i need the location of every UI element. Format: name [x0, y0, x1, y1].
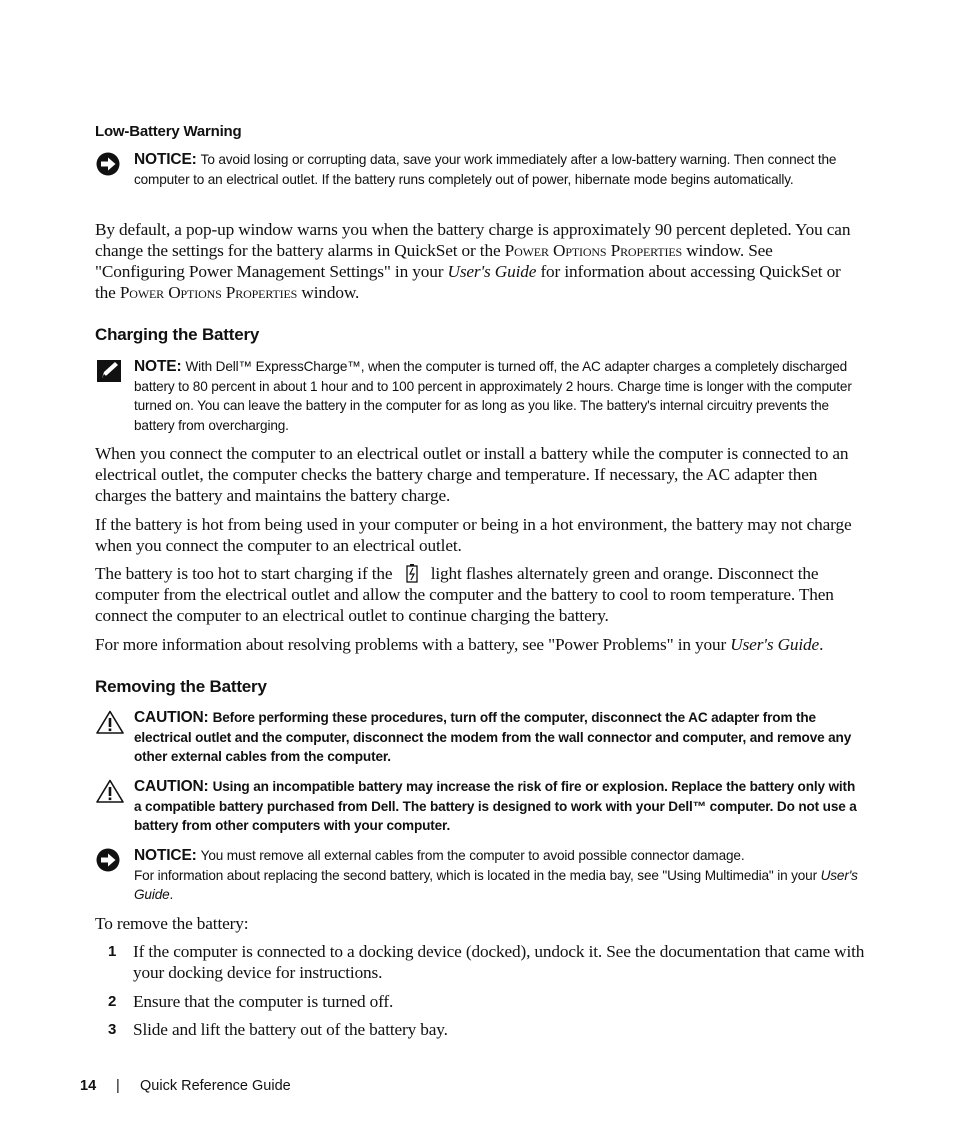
book-title: User's Guide	[447, 262, 537, 281]
notice-cables	[96, 846, 866, 905]
text-run: The battery is too hot to start charging if the	[95, 564, 393, 583]
step-2	[95, 991, 865, 1012]
caution-triangle-icon	[96, 710, 124, 734]
footer-separator: |	[116, 1078, 120, 1094]
caution-triangle-icon	[96, 779, 124, 803]
text-run: for information about accessing QuickSet or the	[95, 262, 841, 302]
notice-arrow-icon	[96, 848, 124, 872]
notice-arrow-icon	[96, 152, 124, 176]
ui-term: Power Options Properties	[119, 283, 298, 302]
text-run: By default, a pop-up window warns you when the battery charge is approximately 90 percent depleted. You can change the settings for the battery alarms in QuickSet or the	[95, 220, 851, 260]
caution-label: CAUTION:	[134, 709, 209, 726]
step-text: If the computer is connected to a docking device (docked), undock it. See the documentation that came with your docking device for instructions.	[133, 942, 865, 982]
step-number: 1	[108, 943, 117, 960]
step-text: Ensure that the computer is turned off.	[133, 992, 394, 1011]
caution-text: Before performing these procedures, turn off the computer, disconnect the AC adapter from the electrical outlet and the computer, disconnect the modem from the wall connector and computer, and remove any other external cables from the computer.	[134, 710, 852, 765]
note-expresscharge	[96, 357, 866, 435]
step-3	[95, 1019, 865, 1040]
notice-text: To avoid losing or corrupting data, save your work immediately after a low-battery warning. Then connect the computer to an electrical outlet. If the battery runs completely out of power, hibernate mode begins automatically.	[134, 152, 837, 187]
book-title: User's Guide	[730, 635, 820, 654]
step-number: 3	[108, 1021, 117, 1038]
caution-text: Using an incompatible battery may increase the risk of fire or explosion. Replace the battery only with a compatible battery purchased from Dell. The battery is designed to work with your Dell™ computer. Do not use a battery from other computers with your computer.	[134, 779, 857, 834]
section-heading-removing: Removing the Battery	[95, 677, 267, 696]
notice-text: You must remove all external cables from the computer to avoid possible connector damage.	[200, 848, 745, 863]
step-1	[95, 941, 865, 983]
text-run: window.	[297, 283, 360, 302]
caution-1	[96, 708, 866, 767]
note-pencil-icon	[96, 359, 124, 383]
text-run: window. See "Configuring Power Management Settings" in your	[95, 241, 773, 281]
charging-paragraph-1: When you connect the computer to an electrical outlet or install a battery while the computer is connected to an electrical outlet, the computer checks the battery charge and temperature. If necessary, the AC adapter then charges the battery and maintains the battery charge.	[95, 444, 849, 505]
note-label: NOTE:	[134, 358, 182, 375]
notice-label: NOTICE:	[134, 847, 197, 864]
book-title: User's Guide	[134, 867, 858, 903]
caution-2	[96, 777, 866, 836]
charging-paragraph-2: If the battery is hot from being used in your computer or being in a hot environment, the battery may not charge when you connect the computer to an electrical outlet.	[95, 515, 852, 555]
text-run: For more information about resolving problems with a battery, see "Power Problems" in your	[95, 635, 731, 654]
caution-label: CAUTION:	[134, 778, 209, 795]
footer-title: Quick Reference Guide	[140, 1078, 291, 1094]
section-heading-charging: Charging the Battery	[95, 325, 260, 344]
note-text: With Dell™ ExpressCharge™, when the computer is turned off, the AC adapter charges a completely discharged battery to 80 percent in about 1 hour and to 100 percent in approximately 2 hours. Charge time is longer with the computer turned on. You can leave the battery in the computer for as long as you like. The battery's internal circuitry prevents the battery from overcharging.	[134, 359, 852, 433]
text-run: .	[819, 635, 824, 654]
notice-low-battery	[96, 150, 866, 189]
charging-paragraph-4	[95, 634, 865, 655]
ui-term: Power Options Properties	[504, 241, 683, 260]
text-run: .	[169, 887, 174, 903]
step-number: 2	[108, 993, 117, 1010]
page-number: 14	[80, 1078, 97, 1094]
battery-status-icon	[401, 563, 423, 583]
charging-paragraph-3	[95, 563, 865, 626]
section-heading-low-battery: Low-Battery Warning	[95, 123, 242, 140]
notice-label: NOTICE:	[134, 151, 197, 168]
text-run: light flashes alternately green and orange. Disconnect the computer from the electrical outlet and allow the computer and the battery to cool to room temperature. Then connect the computer to an electrical outlet to continue charging the battery.	[95, 564, 834, 625]
notice-text: For information about replacing the second battery, which is located in the media bay, see "Using Multimedia" in your	[134, 867, 821, 883]
removal-intro: To remove the battery:	[95, 914, 249, 933]
step-text: Slide and lift the battery out of the battery bay.	[133, 1020, 448, 1039]
low-battery-paragraph	[95, 219, 865, 303]
